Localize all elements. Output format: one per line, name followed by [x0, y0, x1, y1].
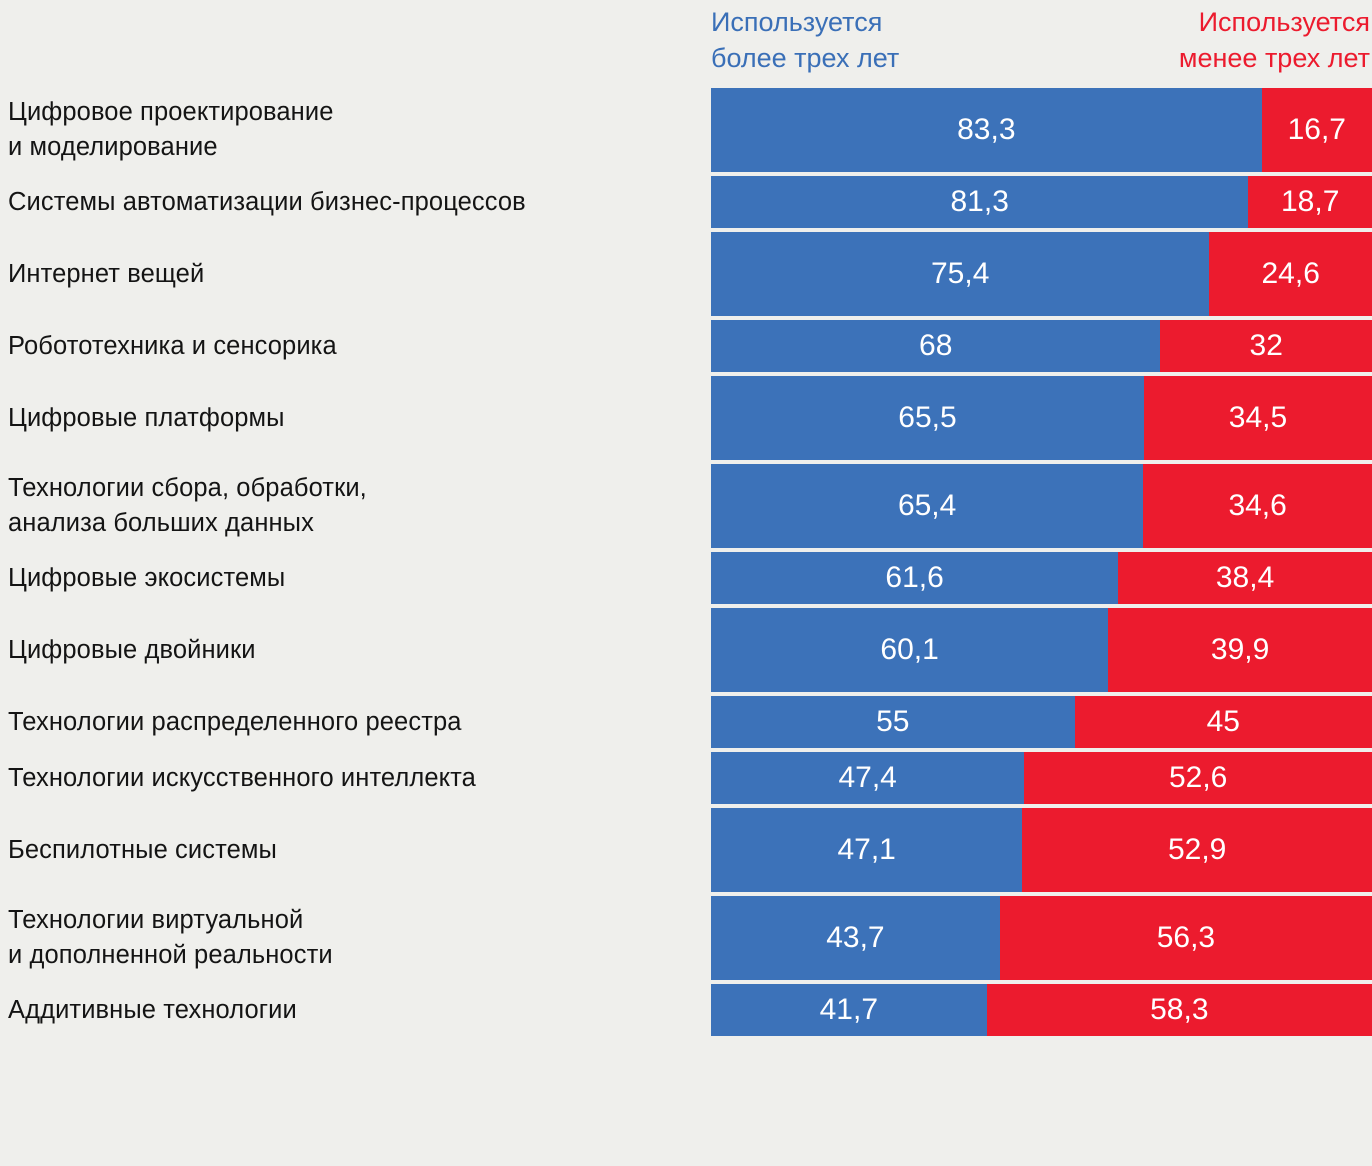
chart-row	[0, 376, 1372, 460]
chart-row	[0, 896, 1372, 980]
row-category-label	[8, 176, 698, 228]
row-bars	[711, 88, 1372, 172]
row-bars	[711, 376, 1372, 460]
row-category-label	[8, 608, 698, 692]
bar-segment-red: 34,6	[1143, 464, 1372, 548]
bar-segment-blue: 83,3	[711, 88, 1262, 172]
row-category-label	[8, 552, 698, 604]
bar-segment-red: 52,9	[1022, 808, 1372, 892]
bar-segment-blue: 47,4	[711, 752, 1024, 804]
row-category-line: Технологии распределенного реестра	[8, 707, 462, 736]
row-category-line: Цифровые платформы	[8, 403, 285, 432]
bar-segment-red: 56,3	[1000, 896, 1372, 980]
row-category-line: и моделирование	[8, 133, 218, 161]
bar-segment-red: 52,6	[1024, 752, 1372, 804]
row-category-line: Технологии сбора, обработки,	[8, 474, 367, 502]
chart-row	[0, 464, 1372, 548]
row-bars	[711, 320, 1372, 372]
legend-label-blue-line1: Используется	[711, 7, 883, 37]
chart-row	[0, 176, 1372, 228]
row-category-label	[8, 88, 698, 172]
row-category-line: Аддитивные технологии	[8, 995, 297, 1024]
row-category-label	[8, 752, 698, 804]
row-bars	[711, 608, 1372, 692]
row-category-label	[8, 376, 698, 460]
bar-segment-red: 24,6	[1209, 232, 1372, 316]
row-category-line: анализа больших данных	[8, 509, 314, 537]
chart-row	[0, 752, 1372, 804]
bar-segment-red: 34,5	[1144, 376, 1372, 460]
chart-row	[0, 608, 1372, 692]
bar-segment-red: 16,7	[1262, 88, 1372, 172]
bar-segment-red: 39,9	[1108, 608, 1372, 692]
row-category-line: Системы автоматизации бизнес-процессов	[8, 187, 526, 216]
bar-segment-red: 32	[1160, 320, 1372, 372]
row-bars	[711, 464, 1372, 548]
bar-segment-blue: 81,3	[711, 176, 1248, 228]
row-category-line: Робототехника и сенсорика	[8, 331, 337, 360]
bar-segment-blue: 61,6	[711, 552, 1118, 604]
row-category-line: Технологии искусственного интеллекта	[8, 763, 476, 792]
bar-segment-blue: 65,4	[711, 464, 1143, 548]
row-bars	[711, 808, 1372, 892]
chart-row	[0, 88, 1372, 172]
legend-item-red	[950, 4, 1370, 76]
row-category-line: Цифровое проектирование	[8, 98, 334, 126]
row-category-line: Технологии виртуальной	[8, 906, 304, 934]
bar-segment-blue: 60,1	[711, 608, 1108, 692]
bar-segment-blue: 75,4	[711, 232, 1209, 316]
row-bars	[711, 176, 1372, 228]
row-category-label	[8, 808, 698, 892]
bar-segment-blue: 47,1	[711, 808, 1022, 892]
bar-segment-red: 58,3	[987, 984, 1372, 1036]
legend-label-red-line2: менее трех лет	[1178, 43, 1370, 73]
bar-segment-blue: 43,7	[711, 896, 1000, 980]
row-category-line: Беспилотные системы	[8, 835, 277, 864]
chart-rows	[0, 88, 1372, 1040]
row-category-line: Цифровые двойники	[8, 635, 256, 664]
chart-row	[0, 552, 1372, 604]
row-bars	[711, 752, 1372, 804]
chart-row	[0, 984, 1372, 1036]
bar-segment-red: 38,4	[1118, 552, 1372, 604]
row-bars	[711, 984, 1372, 1036]
row-bars	[711, 696, 1372, 748]
chart-row	[0, 320, 1372, 372]
row-bars	[711, 896, 1372, 980]
row-category-label	[8, 696, 698, 748]
row-category-label	[8, 984, 698, 1036]
row-category-line: и дополненной реальности	[8, 941, 333, 969]
row-category-label	[8, 232, 698, 316]
bar-segment-blue: 65,5	[711, 376, 1144, 460]
bar-segment-red: 45	[1075, 696, 1372, 748]
row-bars	[711, 232, 1372, 316]
legend-label-blue-line2: более трех лет	[711, 43, 900, 73]
bar-segment-blue: 55	[711, 696, 1075, 748]
chart-legend	[0, 0, 1372, 88]
chart-row	[0, 232, 1372, 316]
bar-segment-blue: 68	[711, 320, 1160, 372]
row-category-label	[8, 320, 698, 372]
bar-segment-red: 18,7	[1248, 176, 1372, 228]
chart-row	[0, 696, 1372, 748]
row-category-label	[8, 896, 698, 980]
legend-label-red-line1: Используется	[1198, 7, 1370, 37]
bar-segment-blue: 41,7	[711, 984, 987, 1036]
row-bars	[711, 552, 1372, 604]
row-category-line: Интернет вещей	[8, 259, 205, 288]
row-category-label	[8, 464, 698, 548]
row-category-line: Цифровые экосистемы	[8, 563, 286, 592]
chart-row	[0, 808, 1372, 892]
